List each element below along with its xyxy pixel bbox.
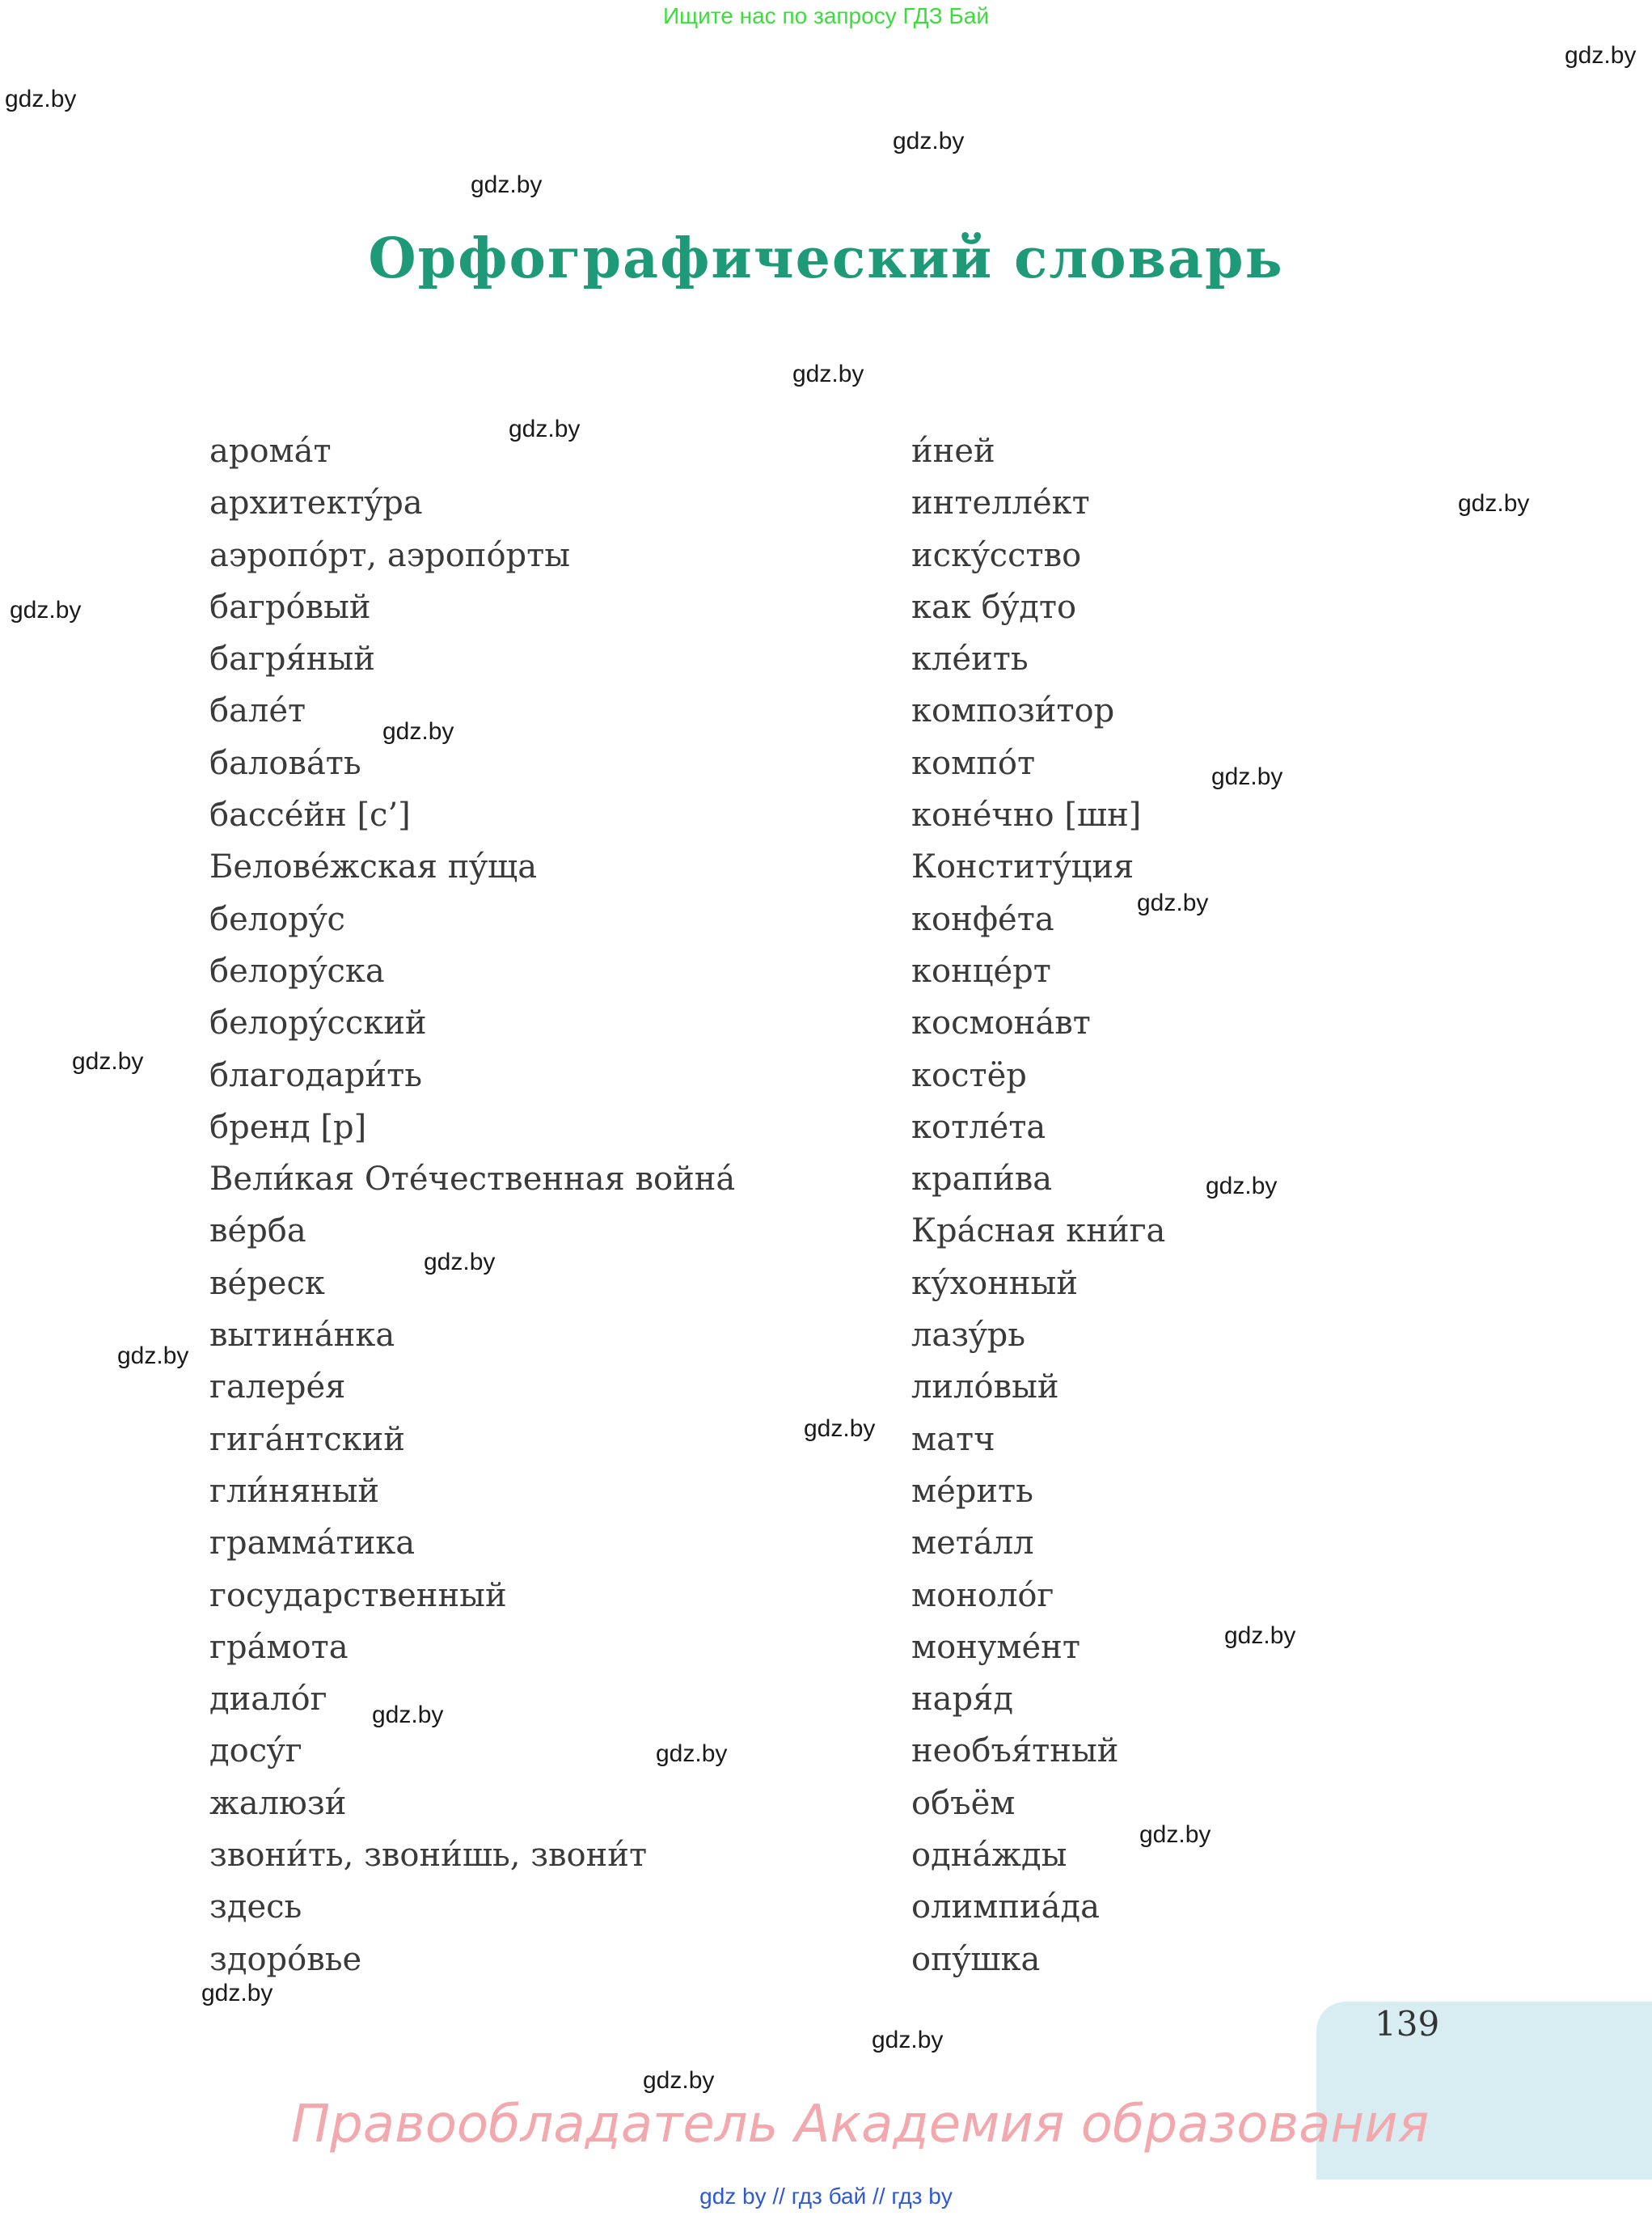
watermark: gdz.by — [424, 1249, 496, 1275]
watermark: gdz.by — [1211, 763, 1283, 790]
dictionary-word: Беловéжская пýща — [209, 848, 538, 886]
dictionary-word: костёр — [911, 1056, 1027, 1094]
watermark: gdz.by — [893, 128, 965, 154]
dictionary-word: граммáтика — [209, 1524, 416, 1562]
dictionary-word: бассéйн [с’] — [209, 797, 411, 835]
watermark: gdz.by — [1565, 42, 1637, 69]
dictionary-word: космонáвт — [911, 1004, 1091, 1042]
watermark: gdz.by — [471, 171, 543, 198]
page-number: 139 — [1375, 2004, 1440, 2044]
watermark: gdz.by — [372, 1702, 444, 1728]
dictionary-word: необъя́тный — [911, 1732, 1119, 1770]
dictionary-word: лазýрь — [911, 1317, 1026, 1355]
watermark: gdz.by — [872, 2027, 944, 2053]
watermark: gdz.by — [382, 718, 454, 745]
dictionary-word: наря́д — [911, 1681, 1013, 1719]
dictionary-word: Вели́кая Отéчественная войнá — [209, 1161, 736, 1199]
dictionary-word: лилóвый — [911, 1368, 1059, 1406]
watermark: gdz.by — [117, 1342, 189, 1369]
dictionary-word: кýхонный — [911, 1264, 1079, 1302]
search-hint-link[interactable]: Ищите нас по запросу ГДЗ Бай — [662, 3, 990, 28]
watermark: gdz.by — [1458, 490, 1530, 517]
dictionary-word: вéреск — [209, 1264, 325, 1302]
word-list-left — [209, 425, 735, 1985]
dictionary-word: однáжды — [911, 1837, 1067, 1875]
dictionary-word: звони́ть, звони́шь, звони́т — [209, 1837, 648, 1875]
dictionary-word: Конститýция — [911, 848, 1134, 886]
dictionary-word: благодари́ть — [209, 1056, 423, 1094]
watermark: gdz.by — [643, 2067, 715, 2094]
dictionary-word: белорýс — [209, 900, 345, 938]
dictionary-word: матч — [911, 1420, 995, 1458]
dictionary-word: вéрба — [209, 1212, 306, 1250]
dictionary-word: грáмота — [209, 1628, 349, 1666]
dictionary-word: баловáть — [209, 744, 361, 782]
dictionary-word: конфéта — [911, 900, 1054, 938]
dictionary-word: аэропóрт, аэропóрты — [209, 536, 571, 574]
dictionary-word: мéрить — [911, 1472, 1033, 1510]
dictionary-word: интеллéкт — [911, 484, 1090, 522]
dictionary-word: бренд [р] — [209, 1108, 367, 1146]
watermark: gdz.by — [1224, 1622, 1296, 1649]
dictionary-word: объём — [911, 1784, 1016, 1822]
dictionary-word: досýг — [209, 1732, 302, 1770]
dictionary-word: багря́ный — [209, 641, 375, 679]
dictionary-word: компóт — [911, 744, 1036, 782]
dictionary-word: здесь — [209, 1888, 302, 1926]
watermark: gdz.by — [10, 597, 82, 624]
footer-links[interactable]: gdz by // гдз бай // гдз by — [699, 2184, 953, 2209]
dictionary-word: балéт — [209, 692, 306, 730]
dictionary-word: клéить — [911, 641, 1029, 679]
watermark: gdz.by — [804, 1415, 876, 1442]
dictionary-word: опýшка — [911, 1940, 1041, 1978]
watermark: gdz.by — [656, 1740, 728, 1767]
dictionary-word: метáлл — [911, 1524, 1034, 1562]
watermark: gdz.by — [1206, 1173, 1278, 1199]
dictionary-word: вытинáнка — [209, 1317, 395, 1355]
dictionary-word: галерéя — [209, 1368, 346, 1406]
dictionary-word: государственный — [209, 1576, 507, 1614]
dictionary-word: багрóвый — [209, 588, 371, 626]
dictionary-word: как бýдто — [911, 588, 1077, 626]
dictionary-word: аромáт — [209, 433, 332, 470]
watermark: gdz.by — [201, 1980, 273, 2006]
watermark: gdz.by — [72, 1048, 144, 1075]
dictionary-word: жалюзи́ — [209, 1784, 347, 1822]
dictionary-word: олимпиáда — [911, 1888, 1100, 1926]
dictionary-word: гли́няный — [209, 1472, 380, 1510]
dictionary-word: диалóг — [209, 1681, 327, 1719]
word-list-right — [911, 425, 1165, 1985]
watermark: gdz.by — [1139, 1821, 1211, 1848]
dictionary-word: концéрт — [911, 952, 1051, 990]
dictionary-word: монолóг — [911, 1576, 1054, 1614]
page-title: Орфографический словарь — [368, 226, 1284, 291]
dictionary-word: котлéта — [911, 1108, 1046, 1146]
dictionary-word: белорýска — [209, 952, 385, 990]
watermark: gdz.by — [792, 361, 864, 387]
copyright-notice: Правообладатель Академия образования — [291, 2095, 1430, 2154]
dictionary-word: и́ней — [911, 433, 995, 470]
dictionary-word: крапи́ва — [911, 1161, 1053, 1199]
watermark: gdz.by — [1137, 890, 1209, 916]
dictionary-word: здорóвье — [209, 1940, 362, 1978]
dictionary-word: искýсство — [911, 536, 1082, 574]
dictionary-word: архитектýра — [209, 484, 423, 522]
watermark: gdz.by — [5, 86, 77, 112]
dictionary-word: гигáнтский — [209, 1420, 405, 1458]
dictionary-word: монумéнт — [911, 1628, 1080, 1666]
dictionary-word: белорýсский — [209, 1004, 427, 1042]
dictionary-word: компози́тор — [911, 692, 1115, 730]
dictionary-word: конéчно [шн] — [911, 797, 1142, 835]
dictionary-word: Крáсная кни́га — [911, 1212, 1166, 1250]
watermark: gdz.by — [509, 416, 581, 442]
